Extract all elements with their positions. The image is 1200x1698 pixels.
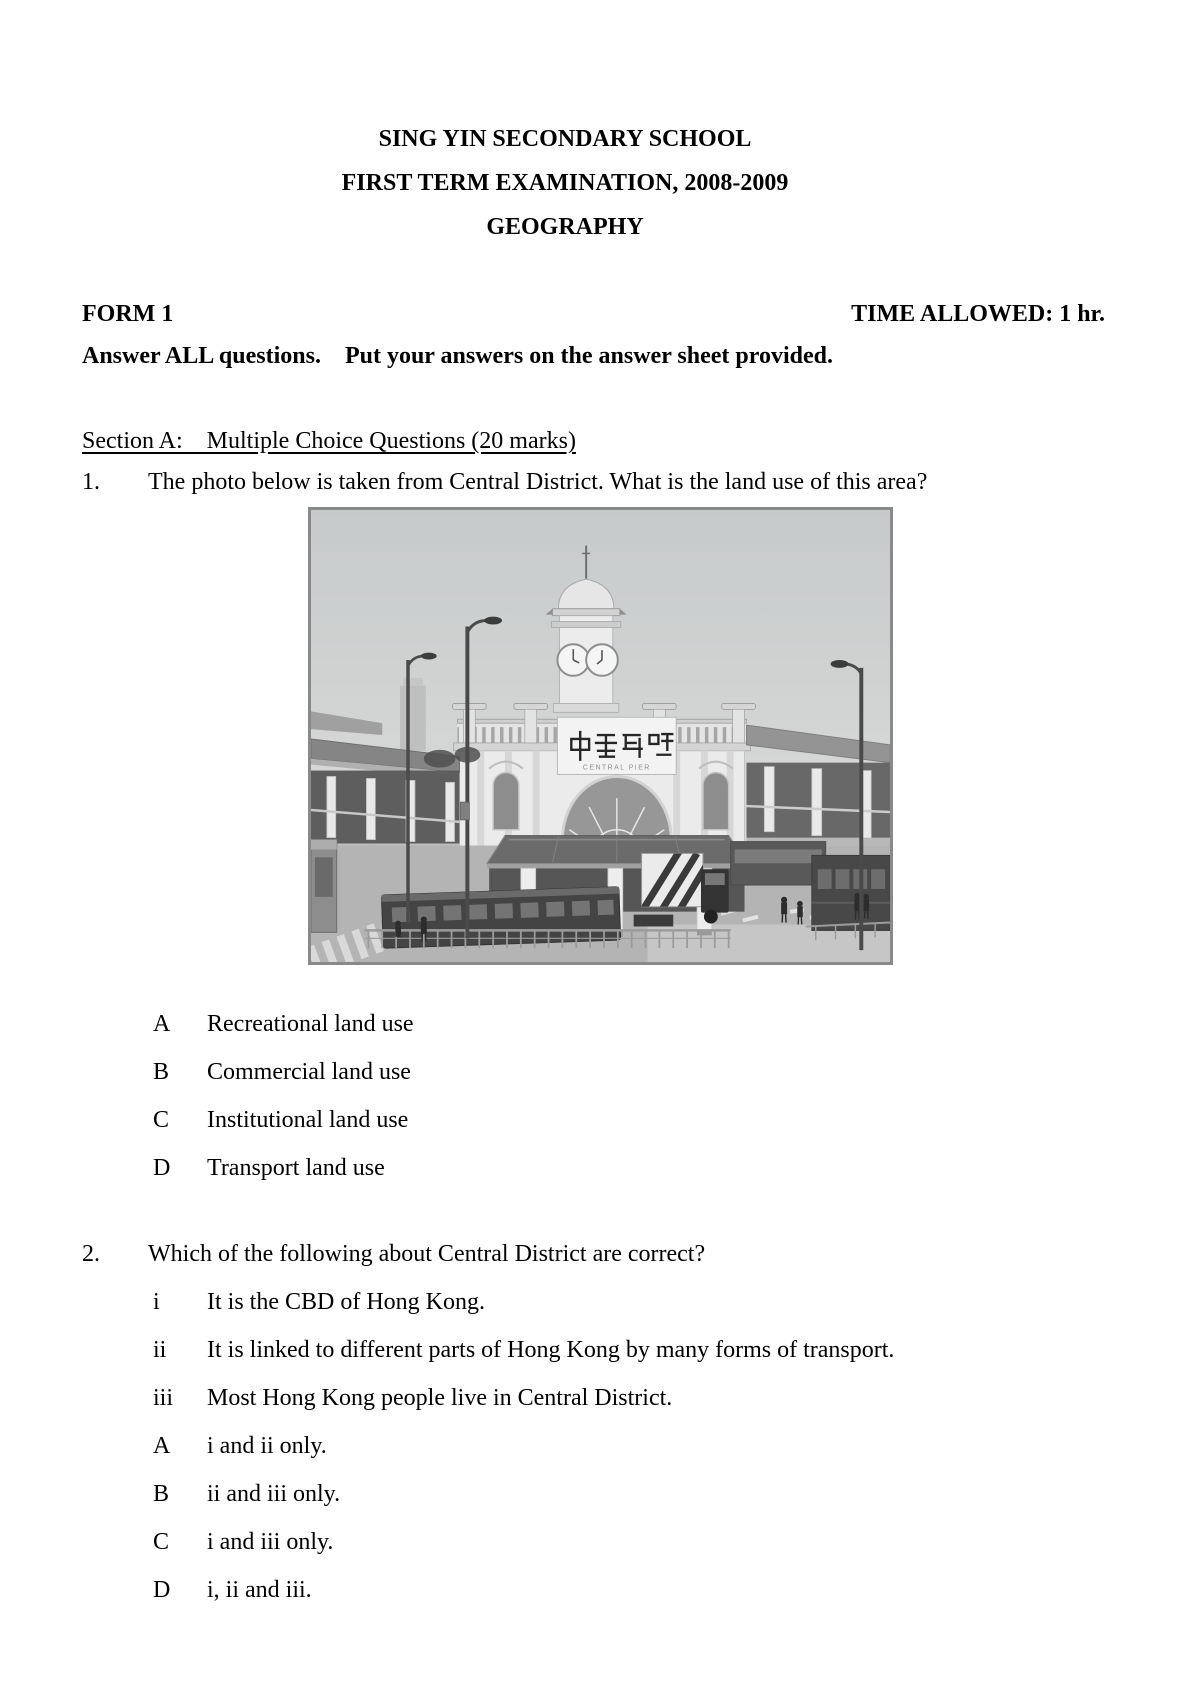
q2-option-a-text: i and ii only.: [207, 1433, 327, 1459]
q2-statement-ii-label: ii: [153, 1337, 167, 1363]
q1-option-c-letter: C: [153, 1107, 170, 1133]
right-walkway: [746, 725, 890, 845]
q1-option-c: [0, 1106, 1200, 1140]
instructions-line: Answer ALL questions. Put your answers on the answer sheet provided.: [82, 343, 833, 369]
q2-option-a-letter: A: [153, 1433, 171, 1459]
q2-option-c-text: i and iii only.: [207, 1529, 334, 1555]
subject-title: GEOGRAPHY: [486, 214, 644, 240]
question-2-number: 2.: [82, 1241, 100, 1267]
q2-statement-i-text: It is the CBD of Hong Kong.: [207, 1289, 485, 1315]
kiosk-box: [311, 840, 337, 933]
q2-option-b-letter: B: [153, 1481, 170, 1507]
question-1-text: The photo below is taken from Central District. What is the land use of this area?: [148, 469, 928, 495]
tree-canopy: [424, 750, 456, 768]
q2-statement-ii-text: It is linked to different parts of Hong Kong by many forms of transport.: [207, 1337, 895, 1363]
central-pier-photo: [308, 507, 893, 965]
q1-option-b-text: Commercial land use: [207, 1059, 411, 1085]
question-2-text: Which of the following about Central District are correct?: [148, 1241, 706, 1267]
q1-option-a-letter: A: [153, 1011, 171, 1037]
school-name: SING YIN SECONDARY SCHOOL: [378, 126, 752, 152]
q1-option-a-text: Recreational land use: [207, 1011, 414, 1037]
bus-left: [381, 887, 620, 949]
q2-option-b: [0, 1480, 1200, 1514]
exam-title: FIRST TERM EXAMINATION, 2008-2009: [341, 170, 789, 196]
arched-window-right: [703, 773, 729, 830]
background-highrise: [400, 678, 426, 751]
q1-option-d: [0, 1154, 1200, 1188]
pier-sign: [557, 717, 676, 774]
q2-statement-iii-label: iii: [153, 1385, 174, 1411]
q2-option-d-text: i, ii and iii.: [207, 1577, 312, 1603]
pier-sign-english: CENTRAL PIER: [582, 764, 651, 772]
q1-option-d-text: Transport land use: [207, 1155, 385, 1181]
question-2: [0, 1240, 1200, 1274]
arched-window-left: [493, 773, 519, 830]
q2-option-a: [0, 1432, 1200, 1466]
q1-option-c-text: Institutional land use: [207, 1107, 409, 1133]
q1-option-b-letter: B: [153, 1059, 170, 1085]
q1-option-b: [0, 1058, 1200, 1092]
q2-option-b-text: ii and iii only.: [207, 1481, 341, 1507]
q2-statement-i: [0, 1288, 1200, 1322]
question-1-number: 1.: [82, 469, 100, 495]
question-1: [0, 468, 1200, 502]
q2-statement-iii: [0, 1384, 1200, 1418]
q2-option-d: [0, 1576, 1200, 1610]
q2-option-c-letter: C: [153, 1529, 170, 1555]
q2-statement-i-label: i: [153, 1289, 160, 1315]
time-allowed-label: TIME ALLOWED: 1 hr.: [851, 301, 1105, 327]
q2-statement-iii-text: Most Hong Kong people live in Central District.: [207, 1385, 673, 1411]
q1-option-d-letter: D: [153, 1155, 171, 1181]
form-label: FORM 1: [82, 301, 174, 327]
q2-statement-ii: [0, 1336, 1200, 1370]
meta-row: [82, 300, 1105, 329]
section-a-heading: Section A: Multiple Choice Questions (20 marks): [82, 428, 576, 454]
q2-option-d-letter: D: [153, 1577, 171, 1603]
q1-option-a: [0, 1010, 1200, 1044]
q2-option-c: [0, 1528, 1200, 1562]
central-pier-photo-image: [311, 510, 890, 962]
